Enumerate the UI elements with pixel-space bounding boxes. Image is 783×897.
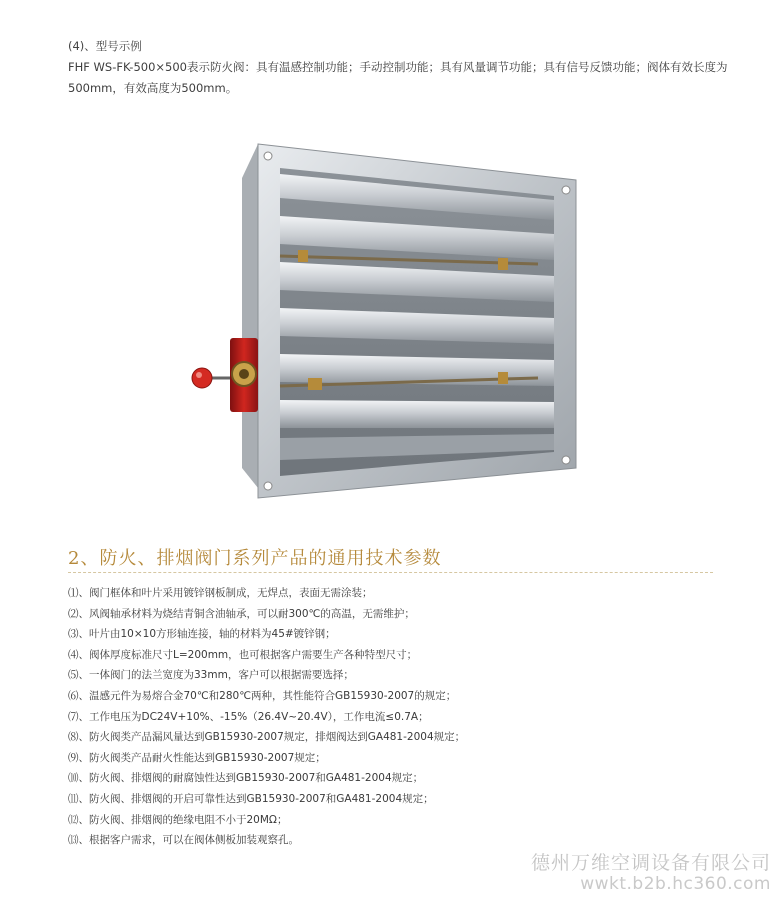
section-divider: [68, 572, 713, 573]
fire-damper-photo: [188, 138, 580, 500]
model-example-title: (4)、型号示例: [68, 39, 142, 53]
list-item: ⑴、阀门框体和叶片采用镀锌钢板制成，无焊点，表面无需涂装；: [68, 587, 373, 599]
model-example: [68, 36, 728, 99]
list-item: ⑼、防火阀类产品耐火性能达到GB15930-2007规定；: [68, 751, 326, 764]
list-item: ⒀、根据客户需求，可以在阀体侧板加装观察孔。: [68, 834, 299, 847]
model-example-description: FHF WS-FK-500×500表示防火阀：具有温感控制功能；手动控制功能；具有风量调节功能；具有信号反馈功能；阀体有效长度为500mm，有效高度为500mm。: [68, 60, 728, 95]
section-title: 2、防火、排烟阀门系列产品的通用技术参数: [68, 548, 442, 569]
watermark-company: 德州万维空调设备有限公司: [530, 852, 771, 874]
list-item: ⑸、一体阀门的法兰宽度为33mm，客户可以根据需要选择；: [68, 669, 354, 682]
list-item: ⑽、防火阀、排烟阀的耐腐蚀性达到GB15930-2007和GA481-2004规定；: [68, 772, 424, 785]
list-item: ⑻、防火阀类产品漏风量达到GB15930-2007规定，排烟阀达到GA481-2004规定；: [68, 731, 466, 744]
list-item: ⑵、风阀轴承材料为烧结青铜含油轴承，可以耐300℃的高温，无需维护；: [68, 607, 415, 620]
list-item: ⑾、防火阀、排烟阀的开启可靠性达到GB15930-2007和GA481-2004规定；: [68, 792, 434, 805]
list-item: ⑿、防火阀、排烟阀的绝缘电阻不小于20MΩ；: [68, 813, 288, 826]
list-item: ⑺、工作电压为DC24V+10%、-15%（26.4V~20.4V），工作电流≤0.7A；: [68, 710, 429, 723]
watermark-website: wwkt.b2b.hc360.com: [580, 874, 771, 894]
list-item: ⑶、叶片由10×10方形轴连接，轴的材料为45#镀锌钢；: [68, 628, 336, 641]
spec-list: [68, 583, 465, 851]
list-item: ⑷、阀体厚度标准尺寸L=200mm，也可根据客户需要生产各种特型尺寸；: [68, 648, 418, 661]
list-item: ⑹、温感元件为易熔合金70℃和280℃两种，其性能符合GB15930-2007的规定；: [68, 689, 457, 702]
